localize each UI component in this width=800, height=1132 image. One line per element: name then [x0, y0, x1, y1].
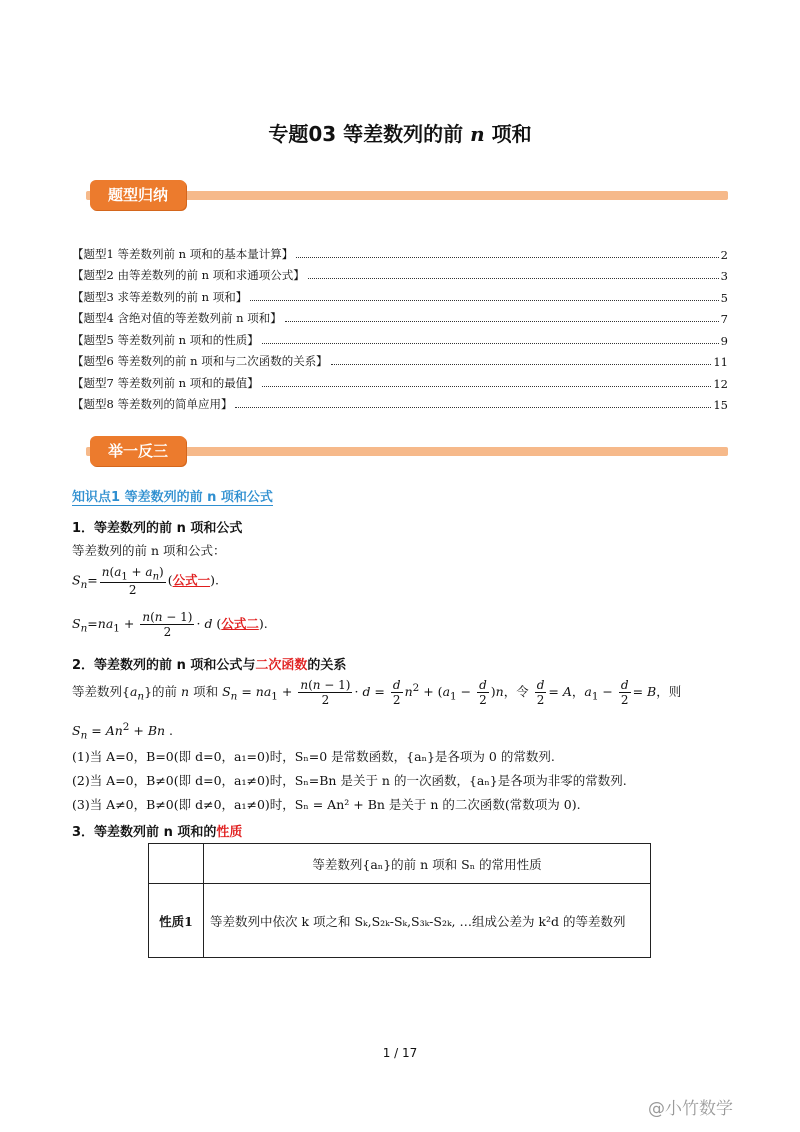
watermark: @小竹数学 [648, 1099, 733, 1119]
toc-item[interactable]: 【题型4 含绝对值的等差数列前 n 项和】 7 [72, 311, 728, 326]
toc-item[interactable]: 【题型8 等差数列的简单应用】 15 [72, 397, 728, 412]
toc-item[interactable]: 【题型5 等差数列前 n 项和的性质】 9 [72, 332, 728, 348]
toc-item[interactable]: 【题型7 等差数列前 n 项和的最值】 12 [72, 375, 728, 391]
formula-two-link[interactable]: 公式二 [221, 616, 259, 631]
toc-item[interactable]: 【题型2 由等差数列的前 n 项和求通项公式】 3 [72, 268, 728, 283]
knowledge-point-heading: 知识点1 等差数列的前 n 项和公式 [72, 486, 273, 506]
formula-one: $S_n=$ $\frac{n(a_1 + a_n)}{2}$ (公式一). [72, 565, 219, 598]
toc-banner [72, 180, 728, 212]
examples-banner-label: 举一反三 [90, 436, 186, 466]
toc-banner-label: 题型归纳 [90, 180, 186, 210]
section2-result: $S_n = An^2 + Bn$ . [72, 721, 174, 742]
table-header: 等差数列{aₙ}的前 n 项和 Sₙ 的常用性质 [204, 844, 651, 884]
section1-heading: 1．等差数列的前 n 项和公式 [72, 521, 243, 536]
page-number: 1 / 17 [382, 1046, 418, 1060]
table-row-text: 等差数列中依次 k 项之和 Sₖ,S₂ₖ-Sₖ,S₃ₖ-S₂ₖ, …组成公差为 k²d 的等差数列 [204, 884, 651, 958]
section2-derivation: 等差数列$\{a_n\}$的前 n 项和 $S_n = na_1$ + $\frac{n(n - 1)}{2}$ · d = $\frac{d}{2}$ $n^2 + (a_1$ − $\frac{d}{2}$ )n，令 $\frac{d}{2}$ = A，$a_1$ − $\frac{d}{2}$ = B，则 [72, 678, 682, 707]
formula-one-link[interactable]: 公式一 [172, 572, 211, 588]
case-2: (2)当 A=0，B≠0(即 d=0，a₁≠0)时，Sₙ=Bn 是关于 n 的一次函数，{aₙ}是各项为非零的常数列. [72, 773, 627, 788]
case-1: (1)当 A=0，B=0(即 d=0，a₁=0)时，Sₙ=0 是常数函数，{aₙ}是各项为 0 的常数列. [72, 749, 555, 764]
toc-item[interactable]: 【题型1 等差数列前 n 项和的基本量计算】 2 [72, 246, 728, 262]
formula-two: $S_n=na_1$ + $\frac{n(n - 1)}{2}$ · d (公式二). [72, 610, 268, 639]
table-of-contents [72, 240, 728, 412]
toc-item[interactable]: 【题型3 求等差数列的前 n 项和】 5 [72, 289, 728, 305]
section3-heading: 3．等差数列前 n 项和的性质 [72, 825, 243, 840]
page-title: 专题03 等差数列的前 n 项和 [268, 122, 532, 146]
section1-intro: 等差数列的前 n 项和公式： [72, 543, 226, 558]
table-row-label: 性质1 [149, 884, 204, 958]
case-3: (3)当 A≠0，B≠0(即 d≠0，a₁≠0)时，Sₙ = An² + Bn 是关于 n 的二次函数(常数项为 0). [72, 797, 581, 812]
section2-heading: 2．等差数列的前 n 项和公式与二次函数的关系 [72, 658, 347, 673]
toc-item[interactable]: 【题型6 等差数列的前 n 项和与二次函数的关系】 11 [72, 354, 728, 369]
examples-banner [72, 436, 728, 468]
properties-table [148, 843, 651, 958]
